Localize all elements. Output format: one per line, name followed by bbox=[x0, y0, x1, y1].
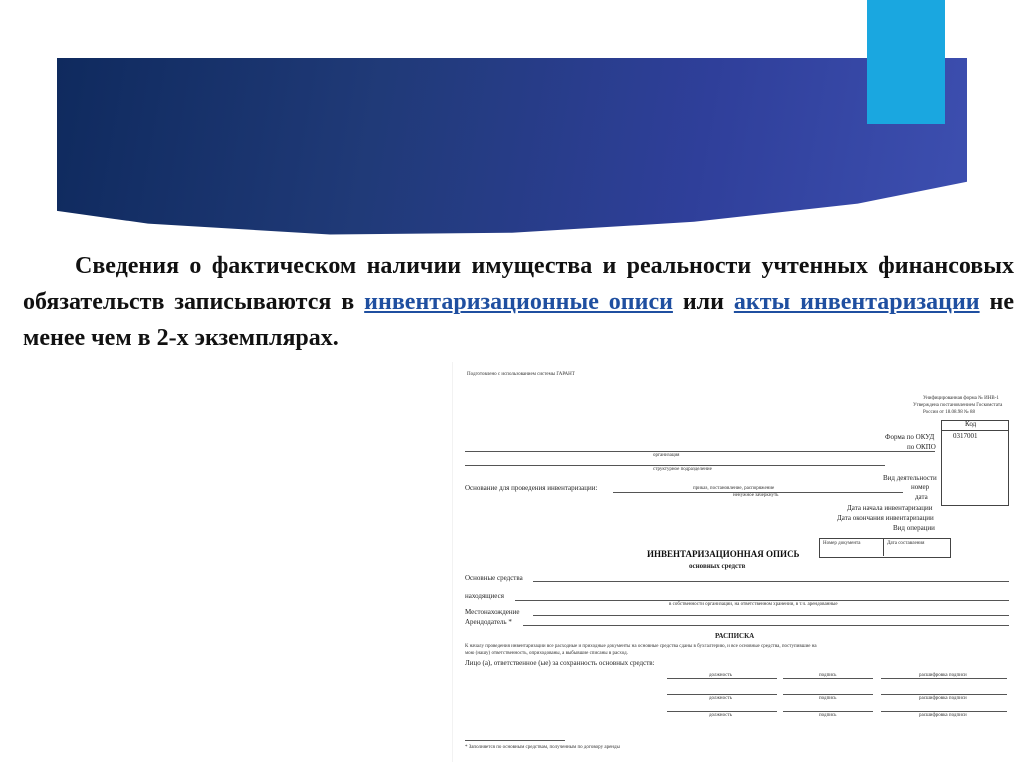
division-caption: структурное подразделение bbox=[653, 467, 712, 472]
okpo-label: по ОКПО bbox=[907, 443, 936, 451]
sig-signature-2: подпись bbox=[819, 696, 837, 701]
sig-line-position-2 bbox=[667, 694, 777, 695]
okud-value: 0317001 bbox=[953, 432, 978, 440]
org-caption: организация bbox=[653, 453, 680, 458]
code-header: Код bbox=[965, 420, 977, 428]
sig-line-signature-3 bbox=[783, 711, 873, 712]
form-approved-date: России от 18.08.98 № 88 bbox=[923, 410, 975, 415]
body-text-intro: Сведения о фактическом наличии имущества и реальности учтенных финансовых обязательств записываются в bbox=[23, 253, 1014, 315]
doc-number-divider bbox=[883, 538, 885, 556]
sig-decode-3: расшифровка подписи bbox=[919, 713, 967, 718]
date-label: дата bbox=[915, 493, 928, 501]
activity-label: Вид деятельности bbox=[883, 474, 937, 482]
receipt-text-3: Лицо (а), ответственное (ые) за сохранность основных средств: bbox=[465, 659, 655, 667]
number-label: номер bbox=[911, 483, 930, 491]
order-caption: приказ, постановление, распоряжение bbox=[693, 486, 775, 491]
division-line bbox=[465, 465, 885, 466]
fixed-assets-label: Основные средства bbox=[465, 574, 523, 582]
org-line bbox=[465, 451, 935, 452]
form-subtitle: основных средств bbox=[689, 562, 746, 570]
fixed-assets-line bbox=[533, 581, 1009, 582]
accent-bar bbox=[867, 0, 945, 124]
doc-number-header: Номер документа bbox=[823, 541, 861, 546]
sig-position-2: должность bbox=[709, 696, 732, 701]
located-label: находящиеся bbox=[465, 592, 504, 600]
sig-line-position-3 bbox=[667, 711, 777, 712]
receipt-title: РАСПИСКА bbox=[715, 632, 755, 640]
basis-label: Основание для проведения инвентаризации: bbox=[465, 484, 598, 492]
form-approved-label: Утверждена постановлением Госкомстата bbox=[913, 403, 1003, 408]
sig-line-position-1 bbox=[667, 678, 777, 679]
sig-line-signature-1 bbox=[783, 678, 873, 679]
sig-line-decode-1 bbox=[881, 678, 1007, 679]
footnote-line bbox=[465, 740, 565, 741]
sig-position-3: должность bbox=[709, 713, 732, 718]
form-unified-label: Унифицированная форма № ИНВ-1 bbox=[923, 396, 999, 401]
receipt-text-1: К началу проведения инвентаризации все расходные и приходные документы на основные средства сданы в бухгалтерию, и все основные средства, поступившие на bbox=[465, 644, 817, 649]
form-title: ИНВЕНТАРИЗАЦИОННАЯ ОПИСЬ bbox=[647, 549, 800, 559]
sig-signature-1: подпись bbox=[819, 673, 837, 678]
form-top-note: Подготовлено с использованием системы ГАРАНТ bbox=[467, 372, 575, 377]
doc-date-header: Дата составления bbox=[887, 541, 925, 546]
inventory-form-image bbox=[452, 362, 1021, 762]
location-label: Местонахождение bbox=[465, 608, 520, 616]
title-banner bbox=[57, 58, 967, 240]
sig-position-1: должность bbox=[709, 673, 732, 678]
sig-line-decode-3 bbox=[881, 711, 1007, 712]
sig-signature-3: подпись bbox=[819, 713, 837, 718]
sig-line-decode-2 bbox=[881, 694, 1007, 695]
sig-decode-2: расшифровка подписи bbox=[919, 696, 967, 701]
link-inventory-lists[interactable]: инвентаризационные описи bbox=[364, 289, 673, 315]
location-line bbox=[533, 615, 1009, 616]
link-inventory-acts[interactable]: акты инвентаризации bbox=[733, 289, 980, 315]
form-footnote: * Заполняется по основным средствам, полученным по договору аренды bbox=[465, 745, 620, 750]
located-line bbox=[515, 600, 1009, 601]
end-date-label: Дата окончания инвентаризации bbox=[837, 514, 934, 522]
operation-label: Вид операции bbox=[893, 524, 935, 532]
order-caption-2: ненужное зачеркнуть bbox=[733, 493, 779, 498]
located-caption: в собственности организации, на ответственном хранении, в т.ч. арендованные bbox=[669, 602, 838, 607]
receipt-text-2: мою (нашу) ответственность, оприходованы, а выбывшие списаны в расход. bbox=[465, 651, 628, 656]
okud-label: Форма по ОКУД bbox=[885, 433, 935, 441]
lessor-label: Арендодатель * bbox=[465, 618, 512, 626]
slide-body-text bbox=[23, 248, 1014, 356]
body-text-outro: не менее чем в 2-х экземплярах. bbox=[23, 289, 1014, 351]
body-text-middle: или bbox=[672, 289, 734, 315]
sig-decode-1: расшифровка подписи bbox=[919, 673, 967, 678]
code-column bbox=[941, 430, 1009, 506]
sig-line-signature-2 bbox=[783, 694, 873, 695]
lessor-line bbox=[523, 625, 1009, 626]
start-date-label: Дата начала инвентаризации bbox=[847, 504, 933, 512]
